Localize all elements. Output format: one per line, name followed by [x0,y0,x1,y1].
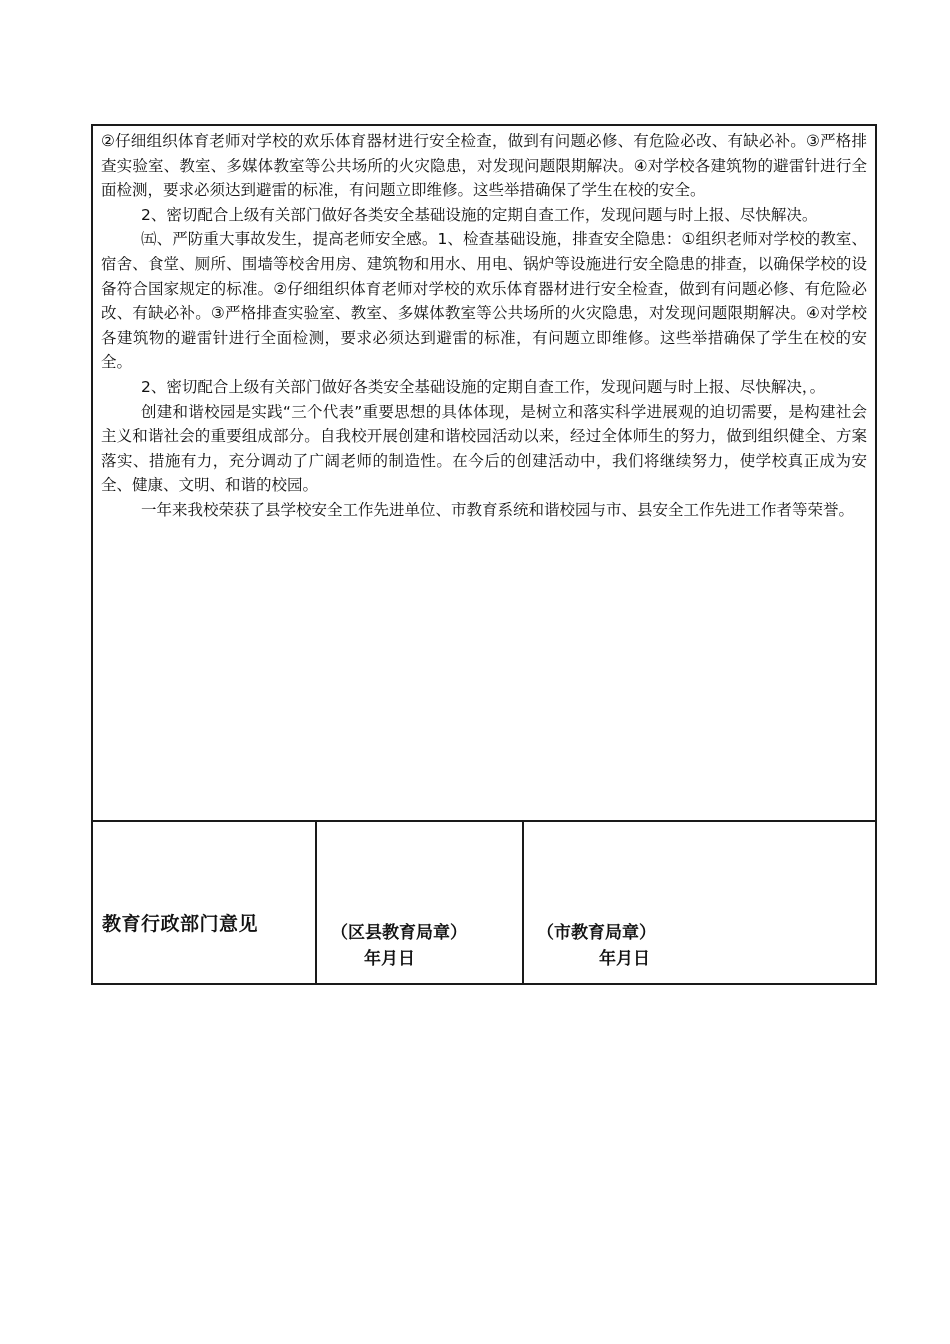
paragraph: ②仔细组织体育老师对学校的欢乐体育器材进行安全检查，做到有问题必修、有危险必改、有缺必补。③严格排查实验室、教室、多媒体教室等公共场所的火灾隐患，对发现问题限期解决。④对学校各建筑物的避雷针进行全面检测，要求必须达到避雷的标准，有问题立即维修。这些举措确保了学生在校的安全。 [101,132,867,200]
district-seal-cell [317,822,524,983]
paragraph: 一年来我校荣获了县学校安全工作先进单位、市教育系统和谐校园与市、县安全工作先进工作者等荣誉。 [141,500,855,519]
paragraph: 创建和谐校园是实践“三个代表”重要思想的具体体现，是树立和落实科学进展观的迫切需要，是构建社会主义和谐社会的重要组成部分。自我校开展创建和谐校园活动以来，经过全体师生的努力，做到组织健全、方案落实、措施有力，充分调动了广阔老师的制造性。在今后的创建活动中，我们将继续努力，使学校真正成为安全、健康、文明、和谐的校园。 [101,402,867,495]
opinion-label-cell [93,822,317,983]
document-table [91,124,877,985]
city-seal-cell [524,822,875,983]
paragraph: ㈤、严防重大事故发生，提高老师安全感。1、检查基础设施，排查安全隐患：①组织老师对学校的教室、宿舍、食堂、厕所、围墙等校舍用房、建筑物和用水、用电、锅炉等设施进行安全隐患的排查，以确保学校的设备符合国家规定的标准。②仔细组织体育老师对学校的欢乐体育器材进行安全检查，做到有问题必修、有危险必改、有缺必补。③严格排查实验室、教室、多媒体教室等公共场所的火灾隐患，对发现问题限期解决。④对学校各建筑物的避雷针进行全面检测，要求必须达到避雷的标准，有问题立即维修。这些举措确保了学生在校的安全。 [101,230,867,372]
paragraph: 2、密切配合上级有关部门做好各类安全基础设施的定期自查工作，发现问题与时上报、尽快解决，。 [141,377,826,396]
paragraph: 2、密切配合上级有关部门做好各类安全基础设施的定期自查工作，发现问题与时上报、尽快解决。 [141,205,818,224]
opinion-label: 教育行政部门意见 [102,913,259,935]
district-date-text: 年月日 [364,949,415,969]
city-seal-text: （市教育局章） [537,923,656,943]
report-body-cell [93,126,875,822]
city-date-text: 年月日 [599,949,650,969]
district-seal-text: （区县教育局章） [331,923,467,943]
opinion-row [93,822,875,983]
